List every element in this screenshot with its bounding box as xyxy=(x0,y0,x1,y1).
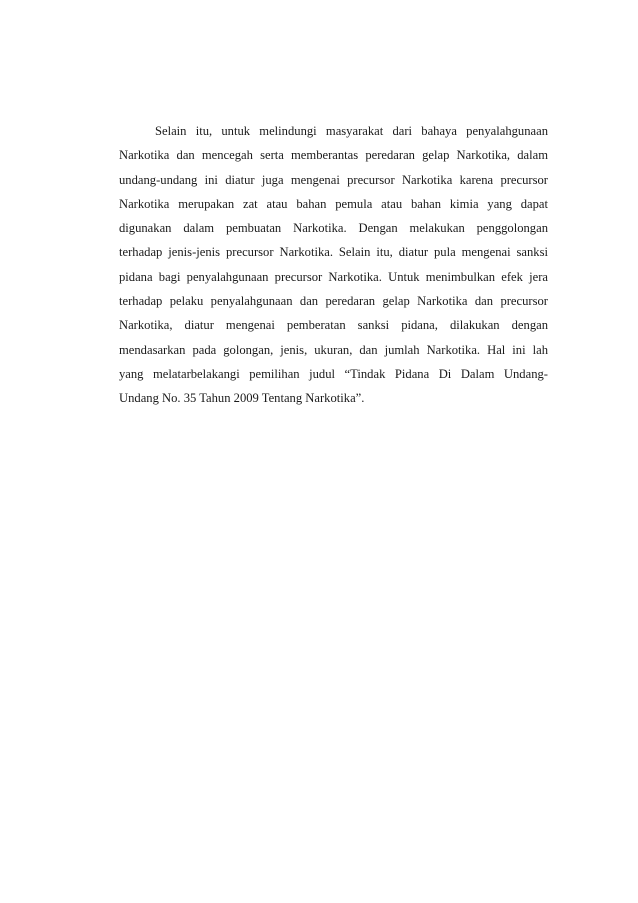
paragraph-line: yang melatarbelakangi pemilihan judul “Tindak Pidana Di Dalam Undang- xyxy=(119,366,548,381)
paragraph-line: digunakan dalam pembuatan Narkotika. Dengan melakukan penggolongan xyxy=(119,221,548,236)
paragraph-line: Selain itu, untuk melindungi masyarakat dari bahaya penyalahgunaan xyxy=(155,124,548,138)
paragraph-line: terhadap jenis-jenis precursor Narkotika. Selain itu, diatur pula mengenai sanksi xyxy=(119,245,548,260)
paragraph-line: undang-undang ini diatur juga mengenai precursor Narkotika karena precursor xyxy=(119,172,548,187)
paragraph-line: Narkotika dan mencegah serta memberantas peredaran gelap Narkotika, dalam xyxy=(119,148,548,163)
paragraph-line: Narkotika, diatur mengenai pemberatan sanksi pidana, dilakukan dengan xyxy=(119,318,548,333)
paragraph-line: Narkotika merupakan zat atau bahan pemula atau bahan kimia yang dapat xyxy=(119,196,548,211)
paragraph-line: Undang No. 35 Tahun 2009 Tentang Narkotika”. xyxy=(119,391,365,406)
paragraph-line: mendasarkan pada golongan, jenis, ukuran, dan jumlah Narkotika. Hal ini lah xyxy=(119,342,548,357)
paragraph-line: pidana bagi penyalahgunaan precursor Narkotika. Untuk menimbulkan efek jera xyxy=(119,269,548,284)
body-paragraph xyxy=(119,119,548,411)
paragraph-line: terhadap pelaku penyalahgunaan dan peredaran gelap Narkotika dan precursor xyxy=(119,294,548,309)
